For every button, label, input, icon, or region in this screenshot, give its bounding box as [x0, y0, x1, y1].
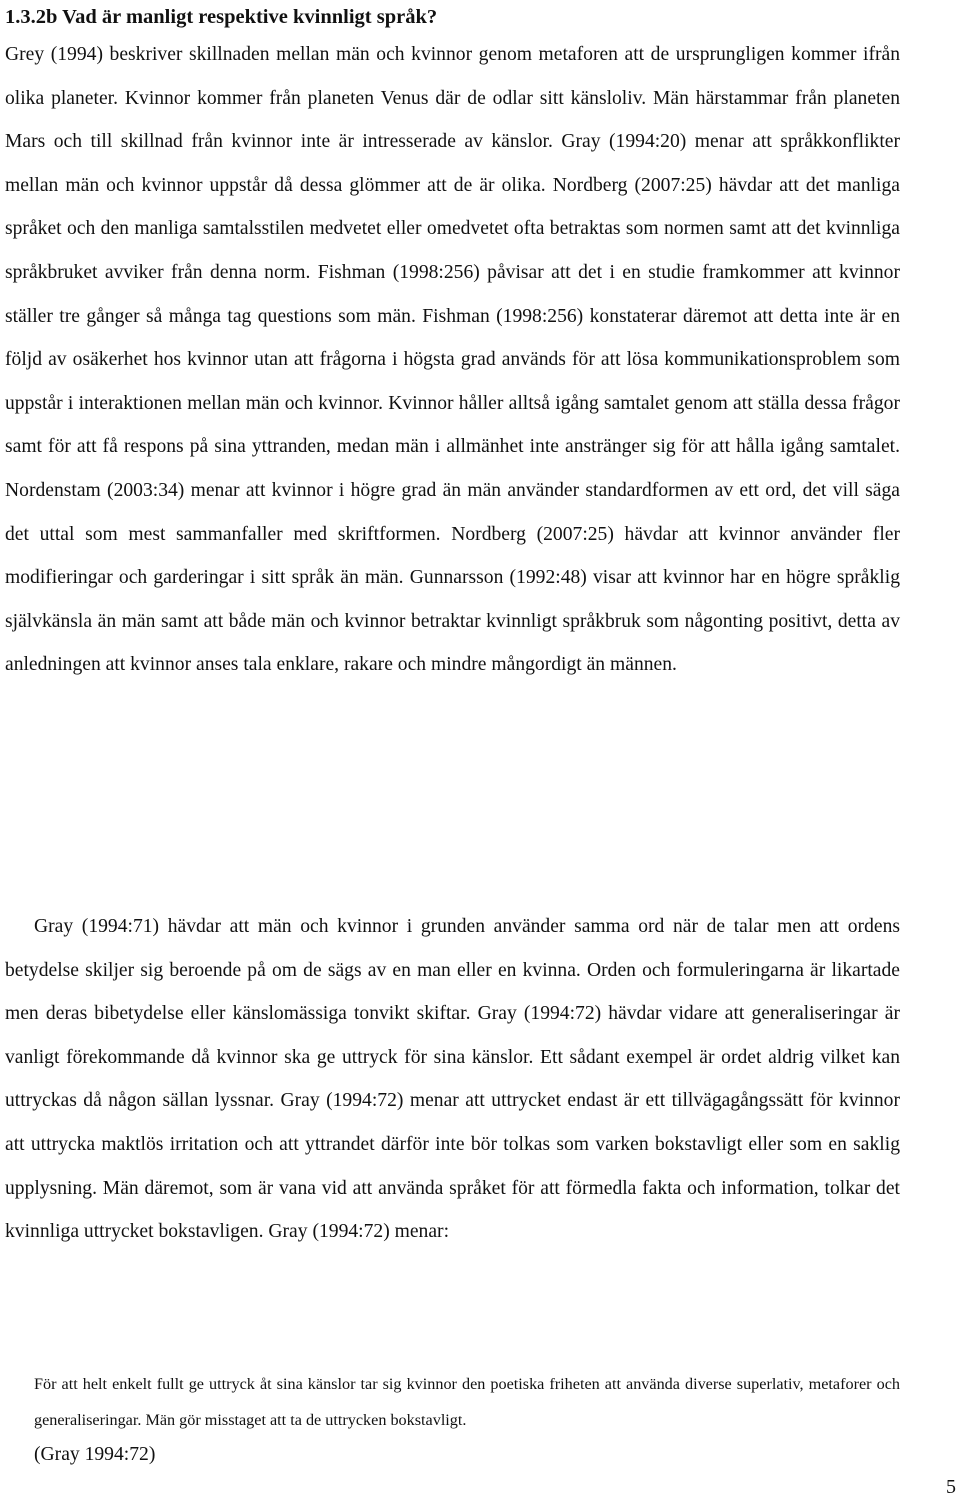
page-number: 5 [946, 1476, 956, 1498]
section-heading: 1.3.2b Vad är manligt respektive kvinnligt språk? [5, 6, 438, 28]
body-paragraph-1: Grey (1994) beskriver skillnaden mellan män och kvinnor genom metaforen att de ursprungligen kommer ifrån olika planeter. Kvinnor kommer från planeten Venus där de odlar sitt känsloliv. Män härstammar från planeten Mars och till skillnad från kvinnor inte är intresserade av känslor. Gray (1994:20) menar att språkkonflikter mellan män och kvinnor uppstår då dessa glömmer att de är olika. Nordberg (2007:25) hävdar att det manliga språket och den manliga samtalsstilen medvetet eller omedvetet ofta betraktas som normen samt att det kvinnliga språkbruket avviker från denna norm. Fishman (1998:256) påvisar att det i en studie framkommer att kvinnor ställer tre gånger så många tag questions som män. Fishman (1998:256) konstaterar däremot att detta inte är en följd av osäkerhet hos kvinnor utan att frågorna i högsta grad används för att lösa kommunikationsproblem som uppstår i interaktionen mellan män och kvinnor. Kvinnor håller alltså igång samtalet genom att ställa dessa frågor samt för att få respons på sina yttranden, medan män i allmänhet inte anstränger sig för att hålla igång samtalet. Nordenstam (2003:34) menar att kvinnor i högre grad än män använder standardformen av ett ord, det vill säga det uttal som mest sammanfaller med skriftformen. Nordberg (2007:25) hävdar att kvinnor använder fler modifieringar och garderingar i sitt språk än män. Gunnarsson (1992:48) visar att kvinnor har en högre språklig självkänsla än män samt att både män och kvinnor betraktar kvinnligt språkbruk som någonting positivt, detta av anledningen att kvinnor anses tala enklare, rakare och mindre mångordigt än männen. [5, 44, 900, 676]
body-paragraph-2: Gray (1994:71) hävdar att män och kvinnor i grunden använder samma ord när de talar men att ordens betydelse skiljer sig beroende på om de sägs av en man eller en kvinna. Orden och formuleringarna är likartade men deras bibetydelse eller känslomässiga tonvikt skiftar. Gray (1994:72) hävdar vidare att generaliseringar är vanligt förekommande då kvinnor ska ge uttryck för sina känslor. Ett sådant exempel är ordet aldrig vilket kan uttryckas då någon sällan lyssnar. Gray (1994:72) menar att uttrycket endast är ett tillvägagångssätt för kvinnor att uttrycka maktlös irritation och att yttrandet därför inte bör tolkas som varken bokstavligt eller som en saklig upplysning. Män däremot, som är vana vid att använda språket för att förmedla fakta och information, tolkar det kvinnliga uttrycket bokstavligen. Gray (1994:72) menar: [5, 916, 900, 1243]
block-quote-citation: (Gray 1994:72) [34, 1444, 156, 1465]
block-quote: För att helt enkelt fullt ge uttryck åt sina känslor tar sig kvinnor den poetiska friheten att använda diverse superlativ, metaforer och generaliseringar. Män gör misstaget att ta de uttrycken bokstavligt. [34, 1375, 900, 1429]
